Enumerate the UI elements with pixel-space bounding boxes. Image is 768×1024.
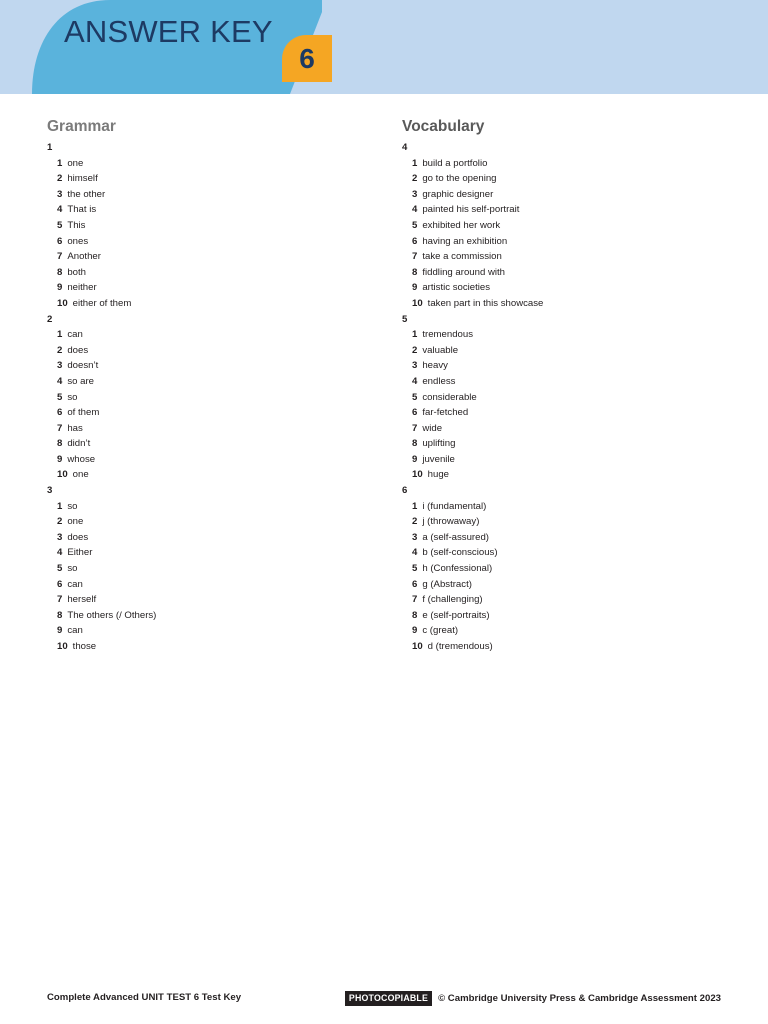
answer-item xyxy=(402,218,742,234)
answer-item-number: 9 xyxy=(57,625,63,637)
answer-item xyxy=(402,171,742,187)
answer-item-number: 10 xyxy=(412,641,423,652)
answer-item-number: 9 xyxy=(57,453,63,465)
exercise-number: 5 xyxy=(402,313,408,325)
answer-item xyxy=(47,327,367,343)
answer-item xyxy=(402,514,742,530)
exercise-number: 2 xyxy=(47,313,53,325)
footer-copyright-block xyxy=(345,991,721,1006)
vocabulary-exercises xyxy=(402,140,742,655)
answer-item-number: 5 xyxy=(412,563,418,575)
grammar-column xyxy=(47,117,367,655)
answer-item xyxy=(47,234,367,250)
answer-item xyxy=(47,156,367,172)
answer-item-text: taken part in this showcase xyxy=(427,297,544,309)
answer-item-number: 9 xyxy=(412,625,418,637)
answer-item-text: huge xyxy=(427,469,450,481)
answer-item-number: 3 xyxy=(57,360,63,372)
answer-item-text: either of them xyxy=(72,297,132,309)
answer-item-number: 4 xyxy=(57,375,63,387)
answer-item-number: 4 xyxy=(412,375,418,387)
answer-item xyxy=(47,467,367,483)
answer-item-text: Either xyxy=(67,547,93,559)
answer-item xyxy=(47,530,367,546)
answer-item-number: 1 xyxy=(57,329,63,341)
answer-item xyxy=(47,499,367,515)
answer-item xyxy=(402,421,742,437)
answer-item-text: wide xyxy=(422,422,443,434)
answer-item-text: This xyxy=(67,219,86,231)
answer-item-number: 3 xyxy=(412,360,418,372)
answer-item-text: herself xyxy=(67,594,97,606)
answer-item xyxy=(402,561,742,577)
answer-item xyxy=(402,187,742,203)
answer-item-number: 7 xyxy=(57,422,63,434)
answer-item-number: 6 xyxy=(57,407,63,419)
answer-item-number: 2 xyxy=(57,344,63,356)
answer-item-text: can xyxy=(67,625,83,637)
answer-item xyxy=(47,623,367,639)
answer-item-number: 3 xyxy=(57,531,63,543)
answer-item-text: take a commission xyxy=(422,251,502,263)
answer-item-text: so xyxy=(67,500,78,512)
answer-item-number: 10 xyxy=(57,469,68,481)
answer-item-number: 6 xyxy=(57,578,63,590)
answer-item-number: 2 xyxy=(57,173,63,185)
answer-item-number: 2 xyxy=(412,173,418,185)
exercise-number: 1 xyxy=(47,142,53,153)
answer-item xyxy=(47,202,367,218)
answer-item-text: does xyxy=(67,531,89,543)
answer-item xyxy=(47,405,367,421)
answer-item-text: far-fetched xyxy=(422,407,469,419)
answer-item xyxy=(402,452,742,468)
answer-item-number: 8 xyxy=(412,266,418,278)
answer-item-number: 6 xyxy=(412,578,418,590)
answer-item-number: 8 xyxy=(412,438,418,450)
answer-item-text: whose xyxy=(67,453,96,465)
exercise-number: 3 xyxy=(47,485,53,497)
answer-item-text: exhibited her work xyxy=(422,219,501,231)
answer-item xyxy=(402,390,742,406)
answer-item-number: 9 xyxy=(57,282,63,294)
answer-item xyxy=(402,296,742,312)
answer-item xyxy=(402,623,742,639)
answer-item-number: 10 xyxy=(57,297,68,309)
answer-item-number: 3 xyxy=(412,531,418,543)
answer-item-text: can xyxy=(67,329,83,341)
vocabulary-column xyxy=(402,117,742,655)
exercise-number: 6 xyxy=(402,485,408,497)
answer-item-text: a (self-assured) xyxy=(422,531,489,543)
answer-item-number: 2 xyxy=(412,344,418,356)
answer-item-text: b (self-conscious) xyxy=(422,547,498,559)
answer-item-text: Another xyxy=(67,251,101,263)
answer-item-text: j (throwaway) xyxy=(422,516,480,528)
answer-item-text: so xyxy=(67,563,78,575)
answer-item xyxy=(402,358,742,374)
exercise-number: 4 xyxy=(402,142,408,153)
answer-item-number: 9 xyxy=(412,282,418,294)
answer-item-text: can xyxy=(67,578,83,590)
answer-item-number: 2 xyxy=(57,516,63,528)
answer-item xyxy=(47,390,367,406)
answer-item xyxy=(47,358,367,374)
answer-item xyxy=(402,467,742,483)
answer-item xyxy=(47,374,367,390)
answer-item-number: 7 xyxy=(412,594,418,606)
answer-item xyxy=(47,577,367,593)
answer-item xyxy=(47,452,367,468)
answer-item-text: graphic designer xyxy=(422,188,494,200)
answer-item-text: f (challenging) xyxy=(422,594,483,606)
answer-item xyxy=(47,296,367,312)
answer-item xyxy=(402,280,742,296)
answer-item-number: 6 xyxy=(412,235,418,247)
answer-item-number: 8 xyxy=(412,609,418,621)
answer-item-number: 10 xyxy=(412,469,423,481)
answer-item xyxy=(47,249,367,265)
answer-item xyxy=(402,592,742,608)
answer-item xyxy=(402,249,742,265)
answer-item xyxy=(47,421,367,437)
answer-item-number: 7 xyxy=(57,594,63,606)
answer-item-number: 1 xyxy=(412,329,418,341)
answer-item-number: 10 xyxy=(57,641,68,652)
answer-item-number: 5 xyxy=(412,219,418,231)
answer-item xyxy=(402,608,742,624)
answer-item-text: the other xyxy=(67,188,106,200)
answer-item-text: The others (/ Others) xyxy=(67,609,157,621)
answer-item xyxy=(402,499,742,515)
answer-item-text: ones xyxy=(67,235,89,247)
grammar-heading: Grammar xyxy=(47,118,116,135)
answer-item xyxy=(402,265,742,281)
answer-item-number: 4 xyxy=(412,204,418,216)
answer-item-number: 4 xyxy=(57,204,63,216)
answer-item-text: painted his self-portrait xyxy=(422,204,520,216)
copyright-text: © Cambridge University Press & Cambridge Assessment 2023 xyxy=(438,993,721,1004)
answer-item xyxy=(402,545,742,561)
answer-item xyxy=(402,374,742,390)
answer-item-text: juvenile xyxy=(422,453,455,465)
answer-item xyxy=(402,530,742,546)
answer-item-text: of them xyxy=(67,407,100,419)
answer-item-text: one xyxy=(67,157,84,169)
answer-item-text: endless xyxy=(422,375,456,387)
answer-item-text: considerable xyxy=(422,391,477,403)
answer-item xyxy=(47,592,367,608)
answer-item-number: 8 xyxy=(57,609,63,621)
answer-item xyxy=(402,436,742,452)
page-header xyxy=(0,0,768,94)
answer-item xyxy=(47,436,367,452)
answer-item-text: g (Abstract) xyxy=(422,578,472,590)
answer-item xyxy=(402,405,742,421)
answer-item-number: 5 xyxy=(57,219,63,231)
answer-item-number: 5 xyxy=(57,391,63,403)
answer-item-number: 3 xyxy=(412,188,418,200)
answer-item-number: 3 xyxy=(57,188,63,200)
answer-item-number: 1 xyxy=(57,157,63,169)
answer-item-number: 4 xyxy=(57,547,63,559)
answer-item-number: 1 xyxy=(57,500,63,512)
footer-test-title: Complete Advanced UNIT TEST 6 Test Key xyxy=(47,992,242,1003)
answer-item-text: himself xyxy=(67,173,98,185)
photocopiable-badge: PHOTOCOPIABLE xyxy=(345,991,432,1006)
answer-item xyxy=(47,545,367,561)
answer-item-number: 6 xyxy=(412,407,418,419)
answer-item xyxy=(47,343,367,359)
answer-item xyxy=(402,343,742,359)
answer-item-text: d (tremendous) xyxy=(427,641,493,652)
answer-item-number: 8 xyxy=(57,438,63,450)
answer-item xyxy=(47,187,367,203)
vocabulary-heading: Vocabulary xyxy=(402,118,485,135)
answer-item-text: neither xyxy=(67,282,97,294)
answer-item-text: fiddling around with xyxy=(422,266,506,278)
answer-item-number: 7 xyxy=(412,251,418,263)
page-title: ANSWER KEY xyxy=(64,14,273,49)
answer-item-text: so xyxy=(67,391,78,403)
answer-item-text: so are xyxy=(67,375,95,387)
answer-item-text: doesn’t xyxy=(67,360,99,372)
answer-item-text: go to the opening xyxy=(422,173,497,185)
answer-item xyxy=(47,561,367,577)
answer-item-number: 5 xyxy=(412,391,418,403)
answer-item-text: both xyxy=(67,266,87,278)
answer-item-text: has xyxy=(67,422,83,434)
answer-item-text: uplifting xyxy=(422,438,456,450)
answer-item-number: 8 xyxy=(57,266,63,278)
answer-item-text: those xyxy=(72,641,97,652)
answer-item-number: 7 xyxy=(412,422,418,434)
answer-item-number: 4 xyxy=(412,547,418,559)
answer-item-number: 1 xyxy=(412,157,418,169)
answer-item-text: one xyxy=(67,516,84,528)
unit-number-badge: 6 xyxy=(282,35,332,82)
answer-item xyxy=(47,639,367,655)
answer-item-text: one xyxy=(72,469,89,481)
answer-item xyxy=(402,156,742,172)
answer-item-number: 1 xyxy=(412,500,418,512)
answer-item-number: 9 xyxy=(412,453,418,465)
answer-item-text: h (Confessional) xyxy=(422,563,493,575)
answer-item-number: 5 xyxy=(57,563,63,575)
answer-item xyxy=(47,608,367,624)
answer-item-text: valuable xyxy=(422,344,459,356)
answer-item xyxy=(47,265,367,281)
answer-item-text: artistic societies xyxy=(422,282,491,294)
answer-item xyxy=(402,639,742,655)
answer-item xyxy=(47,514,367,530)
answer-item-text: didn’t xyxy=(67,438,91,450)
answer-item-number: 10 xyxy=(412,297,423,309)
answer-item-text: having an exhibition xyxy=(422,235,508,247)
answer-item xyxy=(47,280,367,296)
answer-item-text: build a portfolio xyxy=(422,157,488,169)
answer-item-text: tremendous xyxy=(422,329,474,341)
grammar-exercises xyxy=(47,140,367,655)
answer-item-number: 2 xyxy=(412,516,418,528)
answer-item xyxy=(402,202,742,218)
answer-item-text: heavy xyxy=(422,360,448,372)
answer-item xyxy=(402,234,742,250)
answer-item xyxy=(402,577,742,593)
answer-item-text: c (great) xyxy=(422,625,459,637)
answer-item xyxy=(47,171,367,187)
answer-item-text: does xyxy=(67,344,89,356)
answer-item xyxy=(47,218,367,234)
answer-item-number: 6 xyxy=(57,235,63,247)
answer-item-text: i (fundamental) xyxy=(422,500,487,512)
answer-item xyxy=(402,327,742,343)
answer-item-number: 7 xyxy=(57,251,63,263)
answer-item-text: e (self-portraits) xyxy=(422,609,490,621)
answer-item-text: That is xyxy=(67,204,97,216)
